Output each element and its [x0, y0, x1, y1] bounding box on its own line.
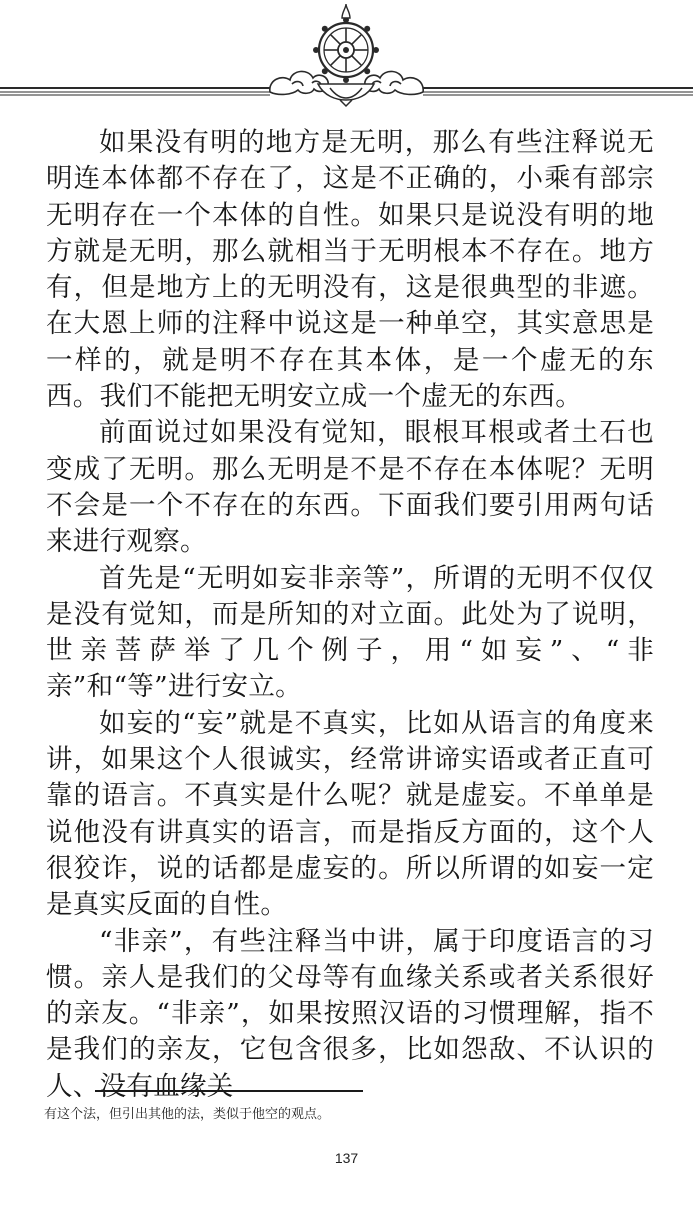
page-number: 137: [334, 1150, 359, 1166]
left-cloud-icon: [270, 71, 328, 94]
footnote-divider: [95, 1090, 363, 1092]
paragraph: 如妄的“妄”就是不真实，比如从语言的角度来讲，如果这个人很诚实，经常讲谛实语或者正直可靠的语言。不真实是什么呢？就是虚妄。不单单是说他没有讲真实的语言，而是指反方面的，这个人很狡诈，说的话都是虚妄的。所以所谓的如妄一定是真实反面的自性。: [46, 707, 654, 921]
paragraph: 前面说过如果没有觉知，眼根耳根或者土石也变成了无明。那么无明是不是不存在本体呢？无明不会是一个不存在的东西。下面我们要引用两句话来进行观察。: [46, 417, 654, 558]
lotus-base-icon: [318, 84, 374, 106]
body-text: [46, 125, 654, 1105]
paragraph: “非亲”，有些注释当中讲，属于印度语言的习惯。亲人是我们的父母等有血缘关系或者关系很好的亲友。“非亲”，如果按照汉语的习惯理解，指不是我们的亲友，它包含很多，比如怨敌、不认识的人、没有血缘关: [46, 925, 654, 1102]
paragraph: 如果没有明的地方是无明，那么有些注释说无明连本体都不存在了，这是不正确的，小乘有部宗无明存在一个本体的自性。如果只是说没有明的地方就是无明，那么就相当于无明根本不存在。地方有，但是地方上的无明没有，这是很典型的非遮。在大恩上师的注释中说这是一种单空，其实意思是一样的，就是明不存在其本体，是一个虚无的东西。我们不能把无明安立成一个虚无的东西。: [46, 127, 654, 413]
dharma-wheel-icon: [313, 4, 379, 83]
right-cloud-icon: [365, 71, 423, 94]
paragraph: 首先是“无明如妄非亲等”，所谓的无明不仅仅是没有觉知，而是所知的对立面。此处为了说明，世亲菩萨举了几个例子，用“如妄”、“非亲”和“等”进行安立。: [46, 562, 654, 703]
header-ornament: [0, 0, 693, 110]
footnote: 有这个法，但引出其他的法，类似于他空的观点。: [44, 1107, 331, 1122]
